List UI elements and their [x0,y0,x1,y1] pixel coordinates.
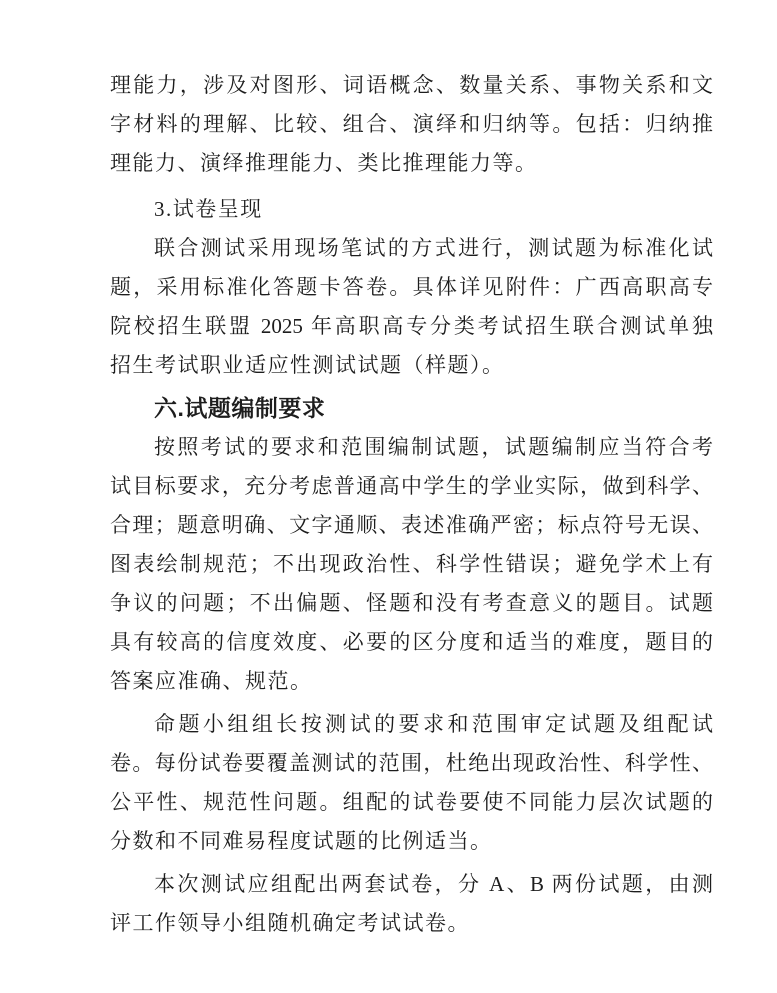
text-line: 院校招生联盟 2025 年高职高专分类考试招生联合测试单独 [110,314,713,338]
text-line: 字材料的理解、比较、组合、演绎和归纳等。包括：归纳推 [110,112,713,136]
text-line: 具有较高的信度效度、必要的区分度和适当的难度，题目的 [110,630,713,654]
paragraph-group-leader-review [110,705,713,861]
text-line: 理能力、演绎推理能力、类比推理能力等。 [110,151,538,175]
text-line: 本次测试应组配出两套试卷，分 A、B 两份试题，由测 [154,872,713,896]
text-line: 按照考试的要求和范围编制试题，试题编制应当符合考 [154,435,713,459]
text-line: 争议的问题；不出偏题、怪题和没有考查意义的题目。试题 [110,591,713,615]
text-line: 答案应准确、规范。 [110,669,313,693]
text-line: 公平性、规范性问题。组配的试卷要使不同能力层次试题的 [110,790,713,814]
sub-heading: 3.试卷呈现 [154,197,263,221]
text-line: 评工作领导小组随机确定考试试卷。 [110,911,470,935]
paragraph-reasoning-ability-continued [110,66,713,183]
paragraph-two-paper-sets [110,865,713,943]
text-line: 卷。每份试卷要覆盖测试的范围，杜绝出现政治性、科学性、 [110,751,713,775]
text-line: 合理；题意明确、文字通顺、表述准确严密；标点符号无误、 [110,513,713,537]
text-line: 联合测试采用现场笔试的方式进行，测试题为标准化试 [154,236,713,260]
text-line: 题，采用标准化答题卡答卷。具体详见附件：广西高职高专 [110,275,713,299]
text-line: 分数和不同难易程度试题的比例适当。 [110,829,493,853]
text-line: 理能力，涉及对图形、词语概念、数量关系、事物关系和文 [110,73,713,97]
paragraph-paper-presentation-body [110,229,713,385]
text-line: 招生考试职业适应性测试试题（样题）。 [110,353,505,377]
text-line: 图表绘制规范；不出现政治性、科学性错误；避免学术上有 [110,552,713,576]
text-line: 命题小组组长按测试的要求和范围审定试题及组配试 [154,712,713,736]
paragraph-paper-presentation-subheading [110,190,713,229]
text-block [110,66,713,943]
text-line: 试目标要求，充分考虑普通高中学生的学业实际，做到科学、 [110,474,713,498]
paragraph-section-six-heading [110,389,713,428]
section-heading: 六.试题编制要求 [154,395,326,421]
paragraph-question-compilation-requirements [110,428,713,701]
